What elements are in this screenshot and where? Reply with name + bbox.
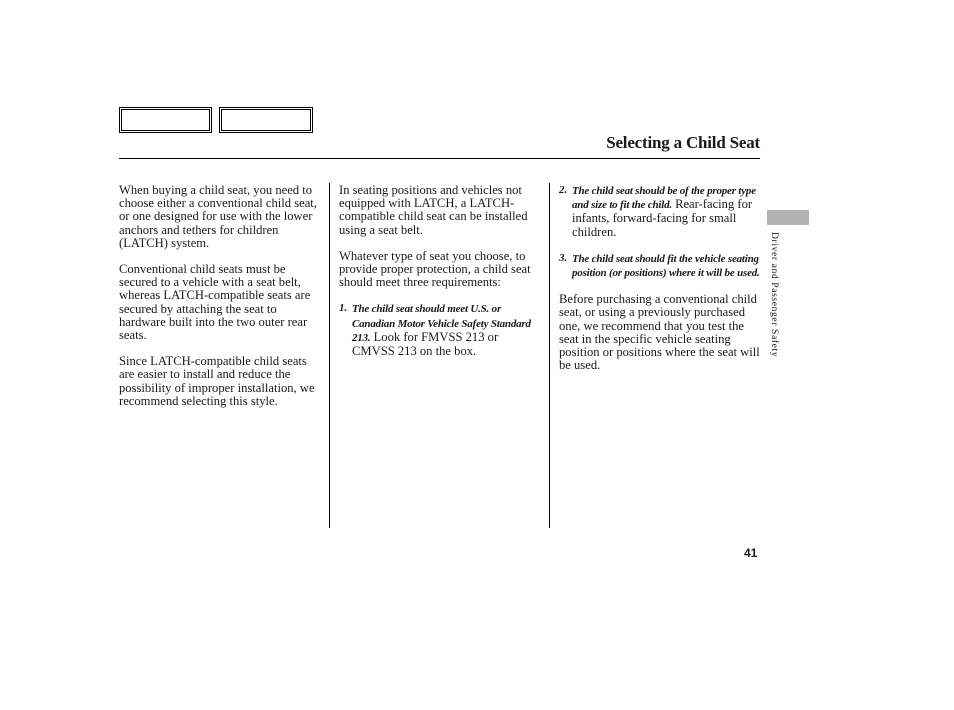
requirement-number: 1. [339, 302, 348, 315]
title-divider [119, 158, 760, 159]
requirement-text: Look for FMVSS 213 or CMVSS 213 on the box. [352, 329, 499, 359]
column-divider [549, 183, 550, 528]
section-tab-marker [767, 210, 809, 225]
paragraph-latch-seat-belt: In seating positions and vehicles not equipped with LATCH, a LATCH-compatible child seat can be installed using a seat belt. [339, 183, 528, 237]
paragraph-child-seat-choice: When buying a child seat, you need to choose either a conventional child seat, or one designed for use with the lower anchors and tethers for children (LATCH) system. [119, 183, 317, 250]
requirement-number: 2. [559, 184, 568, 196]
column-1 [119, 184, 321, 421]
previous-page-button[interactable] [119, 107, 212, 133]
page-number: 41 [744, 546, 758, 560]
requirement-heading: The child seat should be of the proper type and size to fit the child. [572, 185, 756, 212]
page-title: Selecting a Child Seat [606, 133, 760, 152]
paragraph-conventional-seats: Conventional child seats must be secured to a vehicle with a seat belt, whereas LATCH-compatible seats are secured by attaching the seat to hardware built into the two outer rear seats. [119, 262, 311, 343]
requirement-2 [559, 184, 765, 239]
next-page-button[interactable] [219, 107, 313, 133]
requirement-1 [339, 302, 543, 358]
section-tab-label: Driver and Passenger Safety [769, 232, 780, 358]
paragraph-test-seat: Before purchasing a conventional child seat, or using a previously purchased one, we recommend that you test the seat in the specific vehicle seating position or positions where the seat will be used. [559, 292, 760, 373]
requirement-number: 3. [559, 251, 568, 264]
paragraph-latch-recommendation: Since LATCH-compatible child seats are easier to install and reduce the possibility of improper installation, we recommend selecting this style. [119, 354, 315, 408]
requirement-heading: The child seat should meet U.S. or Canadian Motor Vehicle Safety Standard 213. [352, 303, 531, 344]
column-divider [329, 183, 330, 528]
requirement-heading: The child seat should fit the vehicle seating position (or positions) where it will be used. [572, 252, 760, 280]
column-3 [559, 184, 765, 385]
column-2 [339, 184, 543, 371]
requirement-3 [559, 252, 765, 280]
requirement-text: Rear-facing for infants, forward-facing for small children. [572, 197, 753, 239]
paragraph-requirements-intro: Whatever type of seat you choose, to provide proper protection, a child seat should meet three requirements: [339, 248, 531, 290]
